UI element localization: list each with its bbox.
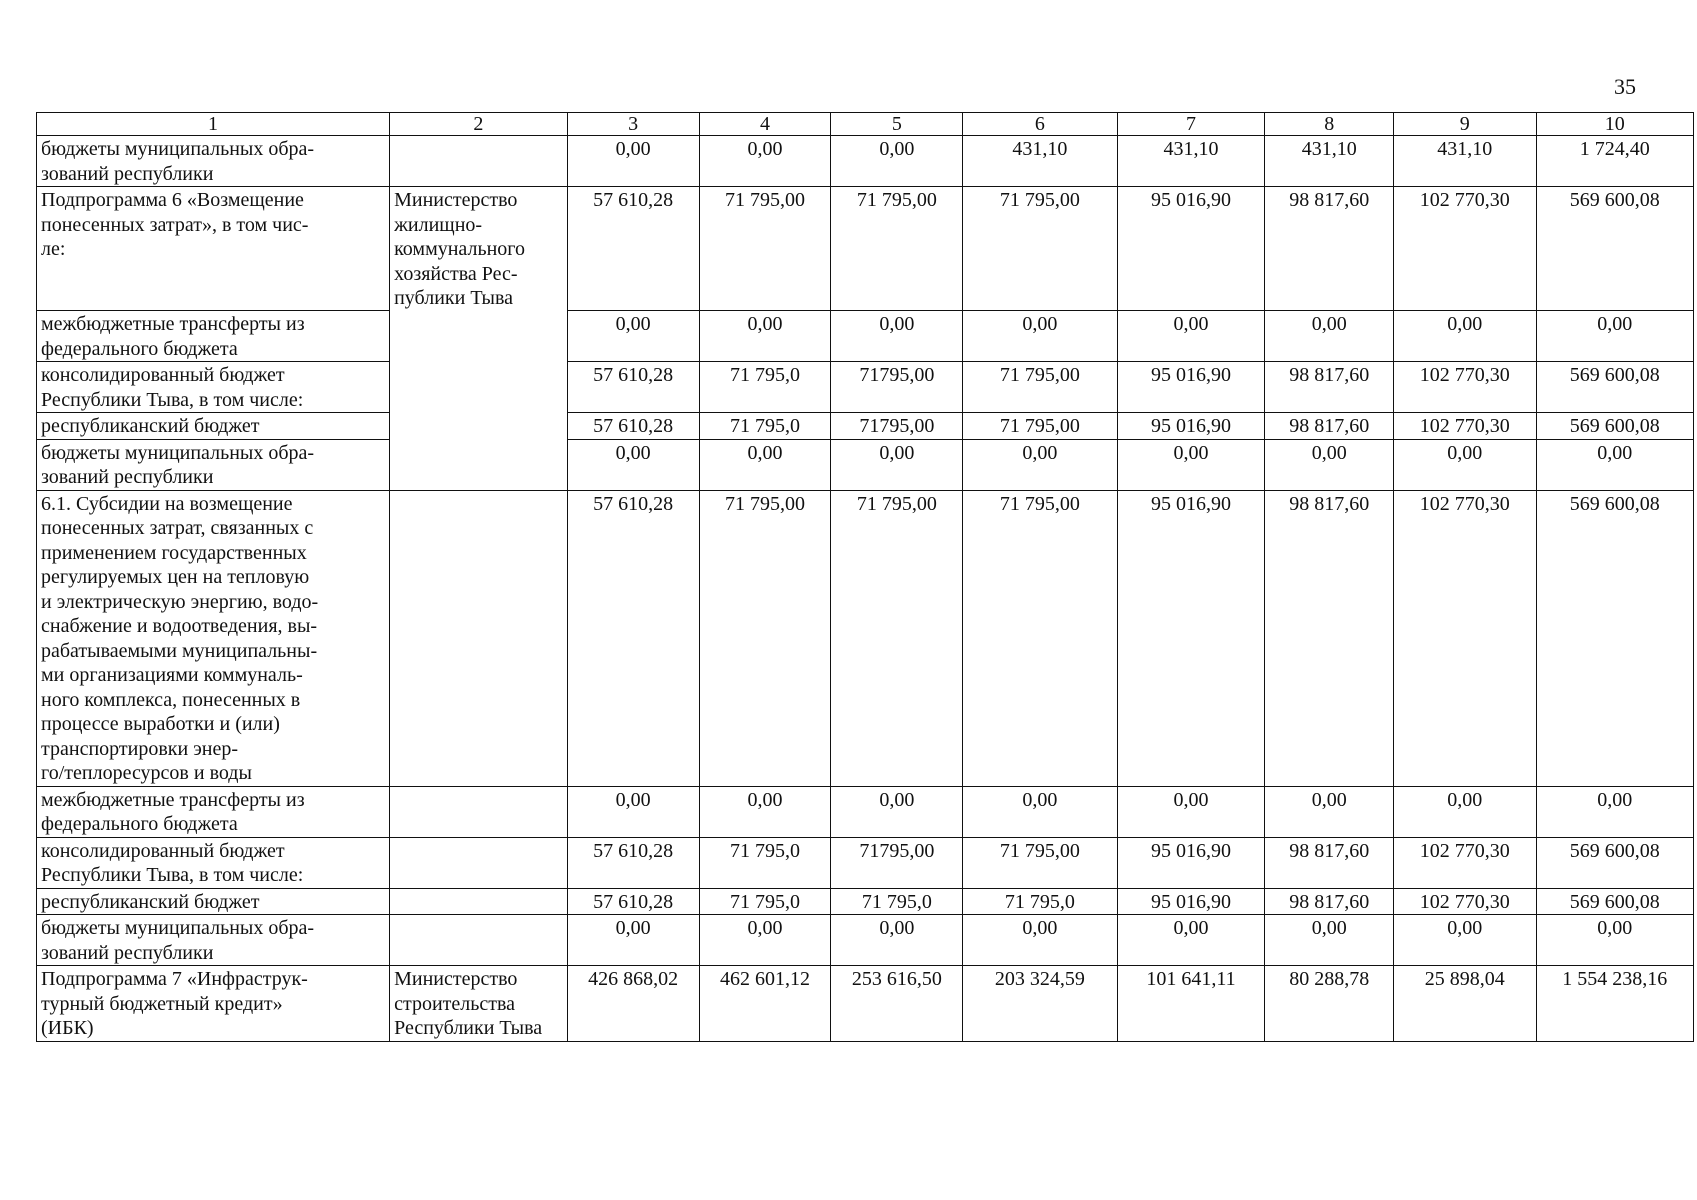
column-header: 6 [963,113,1117,136]
value-cell: 71 795,0 [699,362,831,413]
value-cell: 0,00 [567,136,699,187]
value-cell: 57 610,28 [567,837,699,888]
row-name: консолидированный бюджет Республики Тыва, в том числе: [37,837,390,888]
value-cell: 431,10 [1394,136,1537,187]
value-cell: 0,00 [1117,786,1265,837]
value-cell: 0,00 [963,786,1117,837]
row-owner [390,915,568,966]
value-cell: 57 610,28 [567,490,699,786]
value-cell: 0,00 [831,439,963,490]
value-cell: 102 770,30 [1394,490,1537,786]
column-header: 1 [37,113,390,136]
row-owner [390,311,568,362]
row-owner: Министерство жилищно- коммунального хозяйства Рес- публики Тыва [390,187,568,311]
column-header: 10 [1536,113,1693,136]
value-cell: 95 016,90 [1117,413,1265,440]
value-cell: 57 610,28 [567,187,699,311]
column-header: 8 [1265,113,1394,136]
row-owner: Министерство строительства Республики Тыва [390,966,568,1042]
table-row [37,413,1694,440]
value-cell: 102 770,30 [1394,362,1537,413]
row-owner [390,439,568,490]
value-cell: 0,00 [699,311,831,362]
row-name: республиканский бюджет [37,888,390,915]
value-cell: 98 817,60 [1265,837,1394,888]
value-cell: 569 600,08 [1536,362,1693,413]
table-row [37,490,1694,786]
value-cell: 0,00 [831,311,963,362]
value-cell: 0,00 [1536,786,1693,837]
value-cell: 0,00 [831,136,963,187]
value-cell: 0,00 [1117,439,1265,490]
value-cell: 71 795,00 [963,837,1117,888]
row-name: бюджеты муниципальных обра- зований республики [37,915,390,966]
row-name: межбюджетные трансферты из федерального бюджета [37,786,390,837]
row-name: бюджеты муниципальных обра- зований республики [37,136,390,187]
column-header: 4 [699,113,831,136]
table-row [37,966,1694,1042]
value-cell: 71 795,0 [963,888,1117,915]
value-cell: 0,00 [699,439,831,490]
table-row [37,311,1694,362]
value-cell: 98 817,60 [1265,187,1394,311]
column-header: 3 [567,113,699,136]
value-cell: 95 016,90 [1117,362,1265,413]
header-row [37,113,1694,136]
value-cell: 253 616,50 [831,966,963,1042]
value-cell: 0,00 [1394,915,1537,966]
value-cell: 431,10 [1117,136,1265,187]
value-cell: 98 817,60 [1265,490,1394,786]
value-cell: 0,00 [1265,311,1394,362]
value-cell: 71 795,0 [699,837,831,888]
value-cell: 71795,00 [831,362,963,413]
value-cell: 71 795,00 [699,490,831,786]
value-cell: 569 600,08 [1536,837,1693,888]
value-cell: 71795,00 [831,837,963,888]
value-cell: 462 601,12 [699,966,831,1042]
table-row [37,187,1694,311]
value-cell: 0,00 [831,786,963,837]
value-cell: 71 795,00 [699,187,831,311]
row-owner [390,786,568,837]
row-owner [390,362,568,413]
page-number: 35 [1614,74,1636,99]
column-header: 2 [390,113,568,136]
row-name: республиканский бюджет [37,413,390,440]
table-row [37,362,1694,413]
value-cell: 95 016,90 [1117,490,1265,786]
value-cell: 57 610,28 [567,888,699,915]
value-cell: 0,00 [1265,439,1394,490]
value-cell: 101 641,11 [1117,966,1265,1042]
value-cell: 0,00 [1117,311,1265,362]
value-cell: 0,00 [699,915,831,966]
table-row [37,786,1694,837]
column-header: 5 [831,113,963,136]
value-cell: 95 016,90 [1117,187,1265,311]
value-cell: 98 817,60 [1265,413,1394,440]
table-row [37,837,1694,888]
value-cell: 95 016,90 [1117,837,1265,888]
column-header: 9 [1394,113,1537,136]
value-cell: 80 288,78 [1265,966,1394,1042]
value-cell: 426 868,02 [567,966,699,1042]
value-cell: 0,00 [1536,439,1693,490]
value-cell: 0,00 [1394,439,1537,490]
value-cell: 1 554 238,16 [1536,966,1693,1042]
row-owner [390,888,568,915]
value-cell: 431,10 [1265,136,1394,187]
value-cell: 71 795,0 [699,413,831,440]
row-owner [390,413,568,440]
value-cell: 102 770,30 [1394,888,1537,915]
row-owner [390,837,568,888]
row-name: 6.1. Субсидии на возмещение понесенных затрат, связанных с применением государственных регулируемых цен на тепловую и электрическую энергию, водо- снабжение и водоотведения, вы- рабатываемыми муниципальны- ми организациями коммуналь- ного комплекса, понесенных в процессе выработки и (или) транспортировки энер- го/теплоресурсов и воды [37,490,390,786]
value-cell: 71 795,0 [831,888,963,915]
row-name: бюджеты муниципальных обра- зований республики [37,439,390,490]
value-cell: 0,00 [567,786,699,837]
row-name: Подпрограмма 7 «Инфраструк- турный бюджетный кредит» (ИБК) [37,966,390,1042]
value-cell: 98 817,60 [1265,362,1394,413]
value-cell: 71 795,00 [963,490,1117,786]
value-cell: 57 610,28 [567,362,699,413]
value-cell: 0,00 [963,311,1117,362]
value-cell: 0,00 [567,915,699,966]
value-cell: 0,00 [1536,311,1693,362]
value-cell: 102 770,30 [1394,837,1537,888]
value-cell: 569 600,08 [1536,490,1693,786]
value-cell: 57 610,28 [567,413,699,440]
value-cell: 0,00 [1536,915,1693,966]
value-cell: 0,00 [831,915,963,966]
value-cell: 95 016,90 [1117,888,1265,915]
table-row [37,888,1694,915]
value-cell: 71 795,0 [699,888,831,915]
value-cell: 0,00 [699,136,831,187]
value-cell: 0,00 [1394,786,1537,837]
value-cell: 0,00 [1265,915,1394,966]
row-owner [390,490,568,786]
row-name: межбюджетные трансферты из федерального бюджета [37,311,390,362]
value-cell: 431,10 [963,136,1117,187]
value-cell: 98 817,60 [1265,888,1394,915]
value-cell: 102 770,30 [1394,413,1537,440]
table-row [37,915,1694,966]
value-cell: 71 795,00 [963,413,1117,440]
value-cell: 71 795,00 [831,490,963,786]
value-cell: 71 795,00 [963,362,1117,413]
value-cell: 0,00 [1394,311,1537,362]
value-cell: 71 795,00 [831,187,963,311]
value-cell: 0,00 [567,439,699,490]
value-cell: 0,00 [1117,915,1265,966]
value-cell: 569 600,08 [1536,888,1693,915]
value-cell: 569 600,08 [1536,413,1693,440]
value-cell: 71 795,00 [963,187,1117,311]
value-cell: 569 600,08 [1536,187,1693,311]
column-header: 7 [1117,113,1265,136]
value-cell: 71795,00 [831,413,963,440]
row-name: консолидированный бюджет Республики Тыва, в том числе: [37,362,390,413]
value-cell: 0,00 [963,915,1117,966]
table-row [37,439,1694,490]
value-cell: 203 324,59 [963,966,1117,1042]
table-row [37,136,1694,187]
row-owner [390,136,568,187]
value-cell: 0,00 [699,786,831,837]
value-cell: 0,00 [567,311,699,362]
budget-table [36,112,1694,1042]
value-cell: 25 898,04 [1394,966,1537,1042]
value-cell: 0,00 [963,439,1117,490]
value-cell: 0,00 [1265,786,1394,837]
row-name: Подпрограмма 6 «Возмещение понесенных затрат», в том чис- ле: [37,187,390,311]
value-cell: 102 770,30 [1394,187,1537,311]
value-cell: 1 724,40 [1536,136,1693,187]
